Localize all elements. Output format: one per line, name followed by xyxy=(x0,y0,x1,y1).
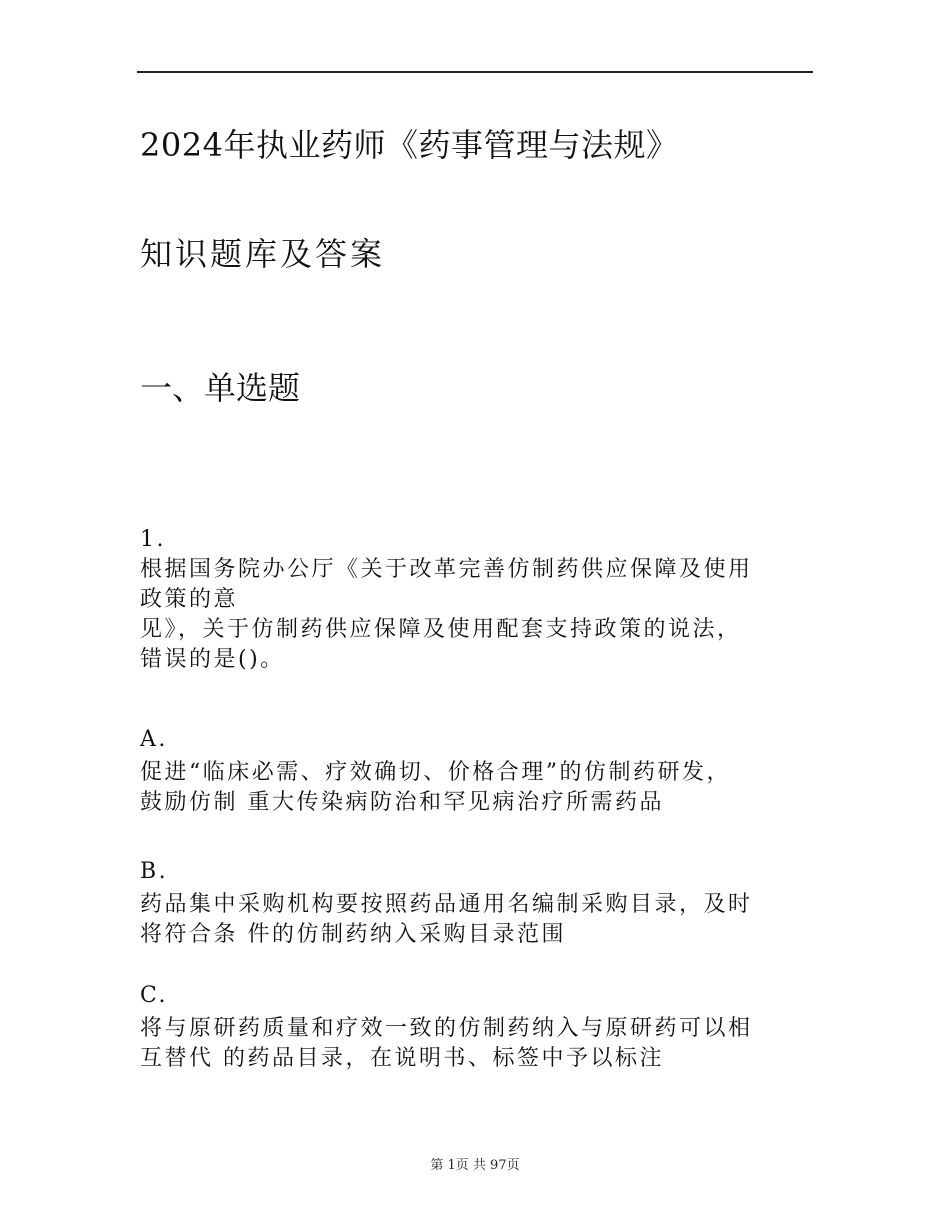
option-label: A. xyxy=(140,727,168,752)
option-text-line: 将与原研药质量和疗效一致的仿制药纳入与原研药可以相 xyxy=(140,1016,753,1041)
question-stem-line: 见》，关于仿制药供应保障及使用配套支持政策的说法， xyxy=(140,617,742,642)
option-text-line: 促进“临床必需、疗效确切、价格合理”的仿制药研发， xyxy=(140,760,731,785)
document-title-line-2: 知识题库及答案 xyxy=(140,235,386,273)
question-number: 1. xyxy=(140,527,166,552)
section-heading: 一、单选题 xyxy=(140,369,301,407)
question-block xyxy=(140,525,800,675)
option-text-line: 药品集中采购机构要按照药品通用名编制采购目录，及时 xyxy=(140,892,753,917)
option-c xyxy=(140,981,800,1074)
question-stem-line: 错误的是()。 xyxy=(140,647,285,672)
header-rule xyxy=(137,71,813,73)
document-title-line-1: 2024年执业药师《药事管理与法规》 xyxy=(140,126,679,164)
option-b xyxy=(140,857,800,950)
option-text-line: 互替代 的药品目录，在说明书、标签中予以标注 xyxy=(140,1046,664,1071)
question-stem-line: 政策的意 xyxy=(140,587,239,612)
option-text-line: 将符合条 件的仿制药纳入采购目录范围 xyxy=(140,922,566,947)
option-label: B. xyxy=(140,859,169,884)
option-text-line: 鼓励仿制 重大传染病防治和罕见病治疗所需药品 xyxy=(140,790,664,815)
question-stem-line: 根据国务院办公厅《关于改革完善仿制药供应保障及使用 xyxy=(140,557,753,582)
option-a xyxy=(140,725,800,818)
page-footer: 第 1页 共 97页 xyxy=(430,1158,520,1173)
option-label: C. xyxy=(140,983,169,1008)
